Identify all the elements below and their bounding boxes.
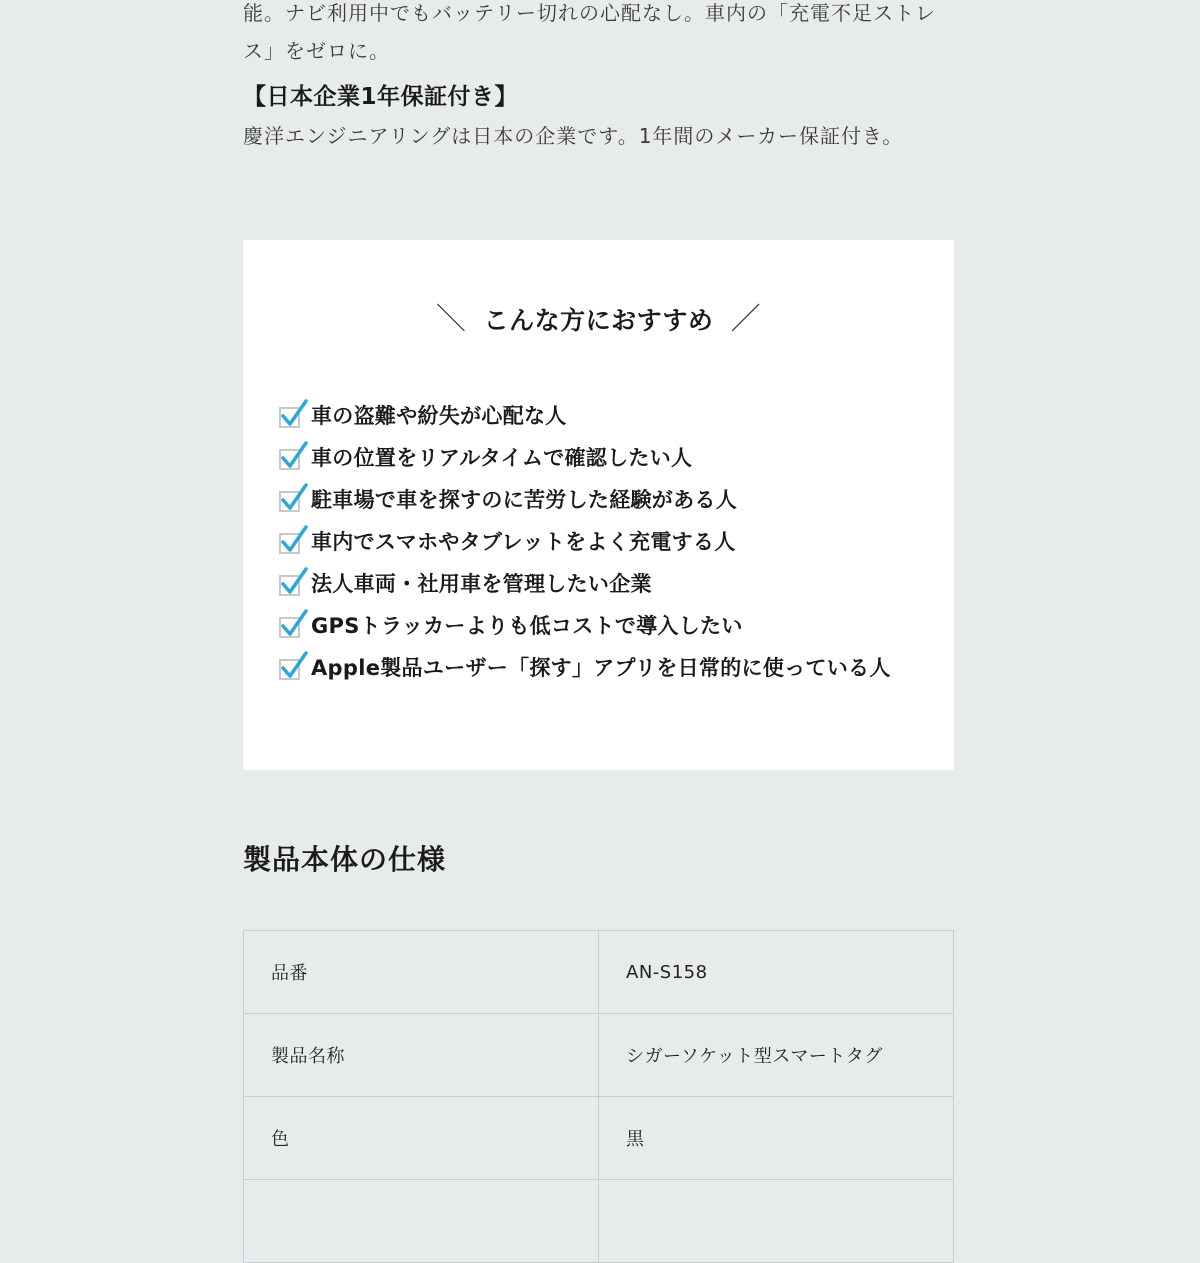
list-item xyxy=(279,520,891,562)
list-item-label: 法人車両・社用車を管理したい企業 xyxy=(311,572,652,596)
list-item xyxy=(279,478,891,520)
checkbox-check-icon xyxy=(279,567,309,599)
list-item xyxy=(279,604,891,646)
recommend-box xyxy=(243,240,954,770)
list-item-label: 駐車場で車を探すのに苦労した経験がある人 xyxy=(311,488,737,512)
spec-table xyxy=(243,930,954,1263)
spec-label: 製品名称 xyxy=(244,1014,599,1097)
table-row xyxy=(244,1014,954,1097)
list-item-label: GPSトラッカーよりも低コストで導入したい xyxy=(311,614,743,638)
list-item-label: 車の位置をリアルタイムで確認したい人 xyxy=(311,446,693,470)
list-item-label: 車の盗難や紛失が心配な人 xyxy=(311,404,567,428)
spec-label xyxy=(244,1180,599,1263)
checkbox-check-icon xyxy=(279,525,309,557)
spec-value: AN-S158 xyxy=(599,931,954,1014)
list-item xyxy=(279,562,891,604)
table-row xyxy=(244,1097,954,1180)
spec-label: 色 xyxy=(244,1097,599,1180)
checkbox-check-icon xyxy=(279,483,309,515)
spec-heading: 製品本体の仕様 xyxy=(243,843,447,876)
spec-label: 品番 xyxy=(244,931,599,1014)
spec-value xyxy=(599,1180,954,1263)
recommend-list xyxy=(279,394,891,688)
spec-value: シガーソケット型スマートタグ xyxy=(599,1014,954,1097)
checkbox-check-icon xyxy=(279,609,309,641)
list-item-label: 車内でスマホやタブレットをよく充電する人 xyxy=(311,530,736,554)
checkbox-check-icon xyxy=(279,651,309,683)
list-item-label: Apple製品ユーザー「探す」アプリを日常的に使っている人 xyxy=(311,656,891,680)
recommend-title xyxy=(243,294,954,338)
table-row xyxy=(244,931,954,1014)
table-row xyxy=(244,1180,954,1263)
list-item xyxy=(279,394,891,436)
list-item xyxy=(279,436,891,478)
checkbox-check-icon xyxy=(279,399,309,431)
checkbox-check-icon xyxy=(279,441,309,473)
spec-value: 黒 xyxy=(599,1097,954,1180)
slash-left-icon: ＼ xyxy=(435,302,467,337)
list-item xyxy=(279,646,891,688)
warranty-heading: 【日本企業1年保証付き】 xyxy=(243,84,519,110)
intro-paragraph: 能。ナビ利用中でもバッテリー切れの心配なし。車内の「充電不足ストレス」をゼロに。 xyxy=(243,1,936,63)
warranty-text: 慶洋エンジニアリングは日本の企業です。1年間のメーカー保証付き。 xyxy=(243,124,904,148)
slash-right-icon: ／ xyxy=(730,302,762,337)
recommend-title-text: こんな方におすすめ xyxy=(483,306,714,335)
